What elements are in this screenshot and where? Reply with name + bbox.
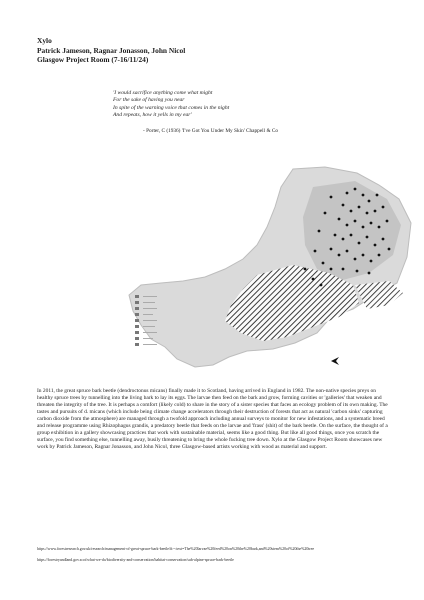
header bbox=[37, 36, 397, 65]
artist-names: Patrick Jameson, Ragnar Jonasson, John Nicol bbox=[37, 45, 186, 55]
epigraph-line: For the sake of having you near bbox=[113, 97, 185, 104]
epigraph-line: 'I would sacrifice anything come what might bbox=[113, 90, 213, 96]
body-text: In 2011, the great spruce bark beetle (dendroctonus micans) finally made it to Scotland, having arrived in England in 1982. The non-native species preys on healthy spruce trees by tunnelling into the living bark to lay its eggs. The larvae then feed on the bark and grow, forming cavities or 'galleries' that weaken and threaten the integrity of the tree. It is perhaps a comfort (likely cold) to share in the story of a sister species that faces an ecology problem of its own making. The tastes and pursuits of d. micans (which include being climate change accelerators through their destruction of forests that act as natural 'carbon sinks' capturing carbon dioxide from the atmosphere) are managed through a twofold approach including annual surveys to monitor for new infestations, and a systematic breed and release programme using Rhizophagus grandis, a predatory beetle that feeds on the larvae and 'frass' (shit) of the bark beetle. On the surface, the thought of a group exhibition in a gallery showcasing practices that work with sustainable material, seems like a good thing. But like all good things, once you scratch the surface, you find something else, tunnelling away, busily threatening to bring the whole fucking tree down. Xylo at the Glasgow Project Room showcases new work by Patrick Jameson, Ragnar Jonasson, and John Nicol, three Glasgow-based artists working with wood as material and support. bbox=[37, 388, 388, 451]
epigraph-line: And repeats, how it yells in my ear' bbox=[113, 112, 192, 119]
epigraph-citation: - Porter, C (1936) 'I've Got You Under My Skin' Chappell & Co bbox=[143, 128, 279, 134]
map-legend bbox=[135, 295, 139, 346]
reference-link[interactable]: https://www.forestresearch.gov.uk/research/management-of-great-spruce-bark-beetle/#:~:text=The%20larvae%20feed%20on%20the%20bark,and%20stem%20of%20the%20tree bbox=[37, 547, 315, 551]
exhibition-title: Xylo bbox=[37, 36, 52, 45]
epigraph bbox=[113, 90, 383, 134]
venue-dates: Glasgow Project Room (7-16/11/24) bbox=[37, 55, 149, 64]
spruce-distribution-map bbox=[117, 165, 417, 385]
reference-link[interactable]: https://forestryandland.gov.scot/what-we-do/biodiversity-and-conservation/habitat-conservation/sub-alpine-spruce-bark-beetle bbox=[37, 558, 234, 562]
epigraph-line: In spite of the warning voice that comes in the night bbox=[113, 104, 230, 111]
